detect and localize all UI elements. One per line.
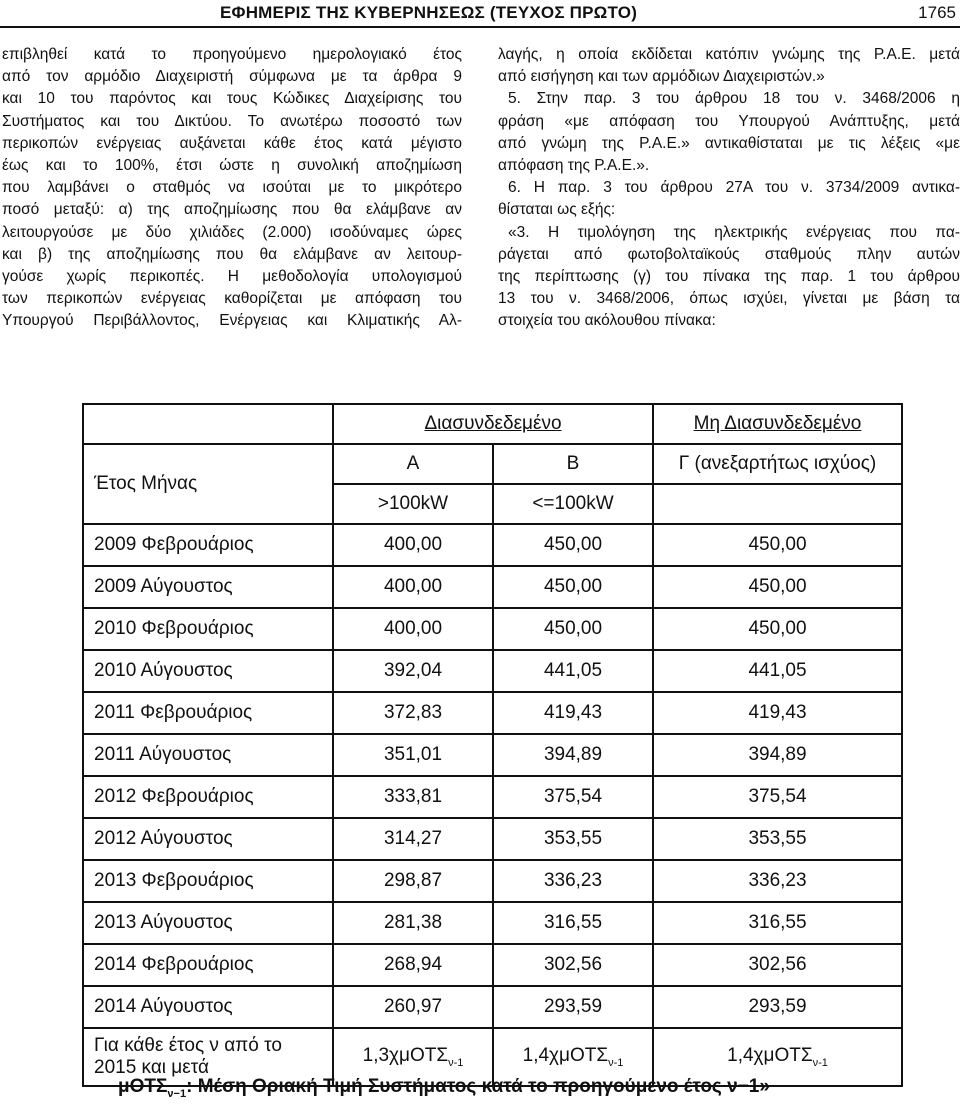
value-a-cell: 281,38: [333, 902, 493, 944]
right-text-column: [498, 44, 960, 333]
table-row: [83, 860, 902, 902]
rates-table: [82, 403, 903, 1087]
text-line: από εισήγηση και των αρμόδιων Διαχειριστών.»: [498, 68, 825, 86]
period-cell: 2012 Αύγουστος: [83, 818, 333, 860]
period-cell: 2010 Φεβρουάριος: [83, 608, 333, 650]
value-b-cell: 316,55: [493, 902, 653, 944]
text-line: 6. Η παρ. 3 του άρθρου 27Α του ν. 3734/2009 αντικα-: [508, 179, 960, 197]
col-b-subheader: <=100kW: [493, 484, 653, 524]
value-c-cell: 419,43: [653, 692, 902, 734]
col-b-header: Β: [493, 444, 653, 484]
table-row: [83, 734, 902, 776]
text-line: φράση «με απόφαση του Υπουργού Ανάπτυξης, μετά: [498, 112, 960, 130]
header-empty-cell: [83, 404, 333, 444]
text-line: έως και το 100%, έτσι ώστε η συνολική αποζημίωση: [2, 157, 462, 175]
period-line: 2015 και μετά: [94, 1057, 209, 1078]
value-c-cell: 450,00: [653, 524, 902, 566]
gazette-title: ΕΦΗΜΕΡΙΣ ΤΗΣ ΚΥΒΕΡΝΗΣΕΩΣ (ΤΕΥΧΟΣ ΠΡΩΤΟ): [220, 3, 638, 22]
year-month-header: Έτος Μήνας: [83, 444, 333, 524]
text-line: και β) της αποζημίωσης που θα ελάμβανε αν λειτουρ-: [2, 245, 462, 263]
value-a-cell: 268,94: [333, 944, 493, 986]
text-line: της περίπτωσης (γ) του πίνακα της παρ. 1 του άρθρου: [498, 268, 960, 286]
period-cell: 2014 Αύγουστος: [83, 986, 333, 1028]
header-divider: [0, 26, 960, 28]
table-row: [83, 608, 902, 650]
col-c-subheader-empty: [653, 484, 902, 524]
text-line: 5. Στην παρ. 3 του άρθρου 18 του ν. 3468/2006 η: [508, 90, 960, 108]
col-c-header: Γ (ανεξαρτήτως ισχύος): [653, 444, 902, 484]
period-line: Για κάθε έτος ν από το: [94, 1035, 282, 1056]
text-line: περικοπών ενέργειας αυξάνεται κάθε έτος κατά μέγιστο: [2, 134, 462, 152]
text-line: από τον αρμόδιο Διαχειριστή σύμφωνα με τα άρθρα 9: [2, 68, 462, 86]
value-a-cell: 372,83: [333, 692, 493, 734]
value-b-cell: 302,56: [493, 944, 653, 986]
value-a-cell: 298,87: [333, 860, 493, 902]
value-c-cell: 353,55: [653, 818, 902, 860]
value-b-cell: 375,54: [493, 776, 653, 818]
table-header-row: [83, 404, 902, 444]
value-c-cell: 450,00: [653, 566, 902, 608]
col-a-subheader: >100kW: [333, 484, 493, 524]
value-a-cell: 392,04: [333, 650, 493, 692]
period-cell: 2013 Φεβρουάριος: [83, 860, 333, 902]
period-cell: 2014 Φεβρουάριος: [83, 944, 333, 986]
page-number: 1765: [918, 3, 956, 22]
text-line: ποσό μεταξύ: α) της αποζημίωσης που θα ελάμβανε αν: [2, 201, 462, 219]
table-row: [83, 776, 902, 818]
formula-c-cell: 1,4χμΟΤΣ$_{\nu-1}$: [653, 1028, 902, 1086]
value-a-cell: 400,00: [333, 524, 493, 566]
value-c-cell: 450,00: [653, 608, 902, 650]
value-b-cell: 450,00: [493, 566, 653, 608]
table-row: [83, 692, 902, 734]
value-a-cell: 351,01: [333, 734, 493, 776]
value-a-cell: 333,81: [333, 776, 493, 818]
text-line: στοιχεία του ακόλουθου πίνακα:: [498, 312, 716, 330]
table-footnote: μΟΤΣ$_{\nu-1}$: Μέση Οριακή Τιμή Συστήματος κατά το προηγούμενο έτος ν−1»: [118, 1076, 770, 1100]
value-a-cell: 400,00: [333, 566, 493, 608]
value-b-cell: 450,00: [493, 524, 653, 566]
value-b-cell: 419,43: [493, 692, 653, 734]
text-line: των περικοπών ενέργειας καθορίζεται με απόφαση του: [2, 290, 462, 308]
period-cell: 2012 Φεβρουάριος: [83, 776, 333, 818]
text-line: γούσε χωρίς περικοπές. Η μεθοδολογία υπολογισμού: [2, 268, 462, 286]
table-row: [83, 902, 902, 944]
value-a-cell: 400,00: [333, 608, 493, 650]
tariff-table: [82, 403, 901, 1078]
non-interconnected-header: Μη Διασυνδεδεμένο: [653, 404, 902, 444]
value-c-cell: 441,05: [653, 650, 902, 692]
text-line: από γνώμη της Ρ.Α.Ε.» αντικαθίσταται με τις λέξεις «με: [498, 134, 960, 152]
value-c-cell: 293,59: [653, 986, 902, 1028]
text-line: επιβληθεί κατά το προηγούμενο ημερολογιακό έτος: [2, 46, 462, 63]
text-line: 13 του ν. 3468/2006, όπως ισχύει, γίνεται με βάση τα: [498, 290, 960, 308]
table-row: [83, 986, 902, 1028]
value-a-cell: 314,27: [333, 818, 493, 860]
table-row: [83, 944, 902, 986]
value-b-cell: 293,59: [493, 986, 653, 1028]
period-cell: 2013 Αύγουστος: [83, 902, 333, 944]
formula-b-cell: 1,4χμΟΤΣ$_{\nu-1}$: [493, 1028, 653, 1086]
formula-a-cell: 1,3χμΟΤΣ$_{\nu-1}$: [333, 1028, 493, 1086]
text-line: Συστήματος και του Δικτύου. Το ανωτέρω ποσοστό των: [2, 112, 462, 130]
text-line: λαγής, η οποία εκδίδεται κατόπιν γνώμης της Ρ.Α.Ε. μετά: [498, 46, 960, 63]
interconnected-header: Διασυνδεδεμένο: [333, 404, 653, 444]
period-cell: 2010 Αύγουστος: [83, 650, 333, 692]
value-c-cell: 316,55: [653, 902, 902, 944]
value-b-cell: 336,23: [493, 860, 653, 902]
value-c-cell: 375,54: [653, 776, 902, 818]
table-row: [83, 818, 902, 860]
text-line: θίσταται ως εξής:: [498, 201, 616, 219]
table-row: [83, 566, 902, 608]
value-c-cell: 302,56: [653, 944, 902, 986]
table-header-row: [83, 444, 902, 484]
period-cell: 2011 Αύγουστος: [83, 734, 333, 776]
value-b-cell: 394,89: [493, 734, 653, 776]
page-header: [0, 0, 960, 30]
text-line: λειτουργούσε με δύο χιλιάδες (2.000) ισοδύναμες ώρες: [2, 223, 462, 241]
period-cell: 2009 Φεβρουάριος: [83, 524, 333, 566]
text-line: ράγεται από φωτοβολταϊκούς σταθμούς πλην αυτών: [498, 245, 960, 263]
text-line: απόφαση της Ρ.Α.Ε.».: [498, 157, 650, 175]
table-row: [83, 524, 902, 566]
text-line: «3. Η τιμολόγηση της ηλεκτρικής ενέργειας που πα-: [508, 223, 960, 241]
period-cell: 2011 Φεβρουάριος: [83, 692, 333, 734]
value-b-cell: 353,55: [493, 818, 653, 860]
table-row: [83, 650, 902, 692]
value-b-cell: 450,00: [493, 608, 653, 650]
col-a-header: Α: [333, 444, 493, 484]
period-cell: 2009 Αύγουστος: [83, 566, 333, 608]
text-line: που λαμβάνει ο σταθμός να ισούται με το μικρότερο: [2, 179, 462, 197]
text-line: και 10 του παρόντος και τους Κώδικες Διαχείρισης του: [2, 90, 462, 108]
text-line: Υπουργού Περιβάλλοντος, Ενέργειας και Κλιματικής Αλ-: [2, 312, 462, 330]
value-a-cell: 260,97: [333, 986, 493, 1028]
left-text-column: [2, 44, 462, 333]
value-c-cell: 336,23: [653, 860, 902, 902]
value-c-cell: 394,89: [653, 734, 902, 776]
value-b-cell: 441,05: [493, 650, 653, 692]
